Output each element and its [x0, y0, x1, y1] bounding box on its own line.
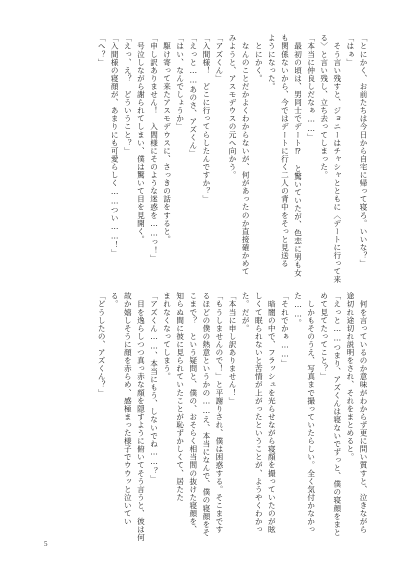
lower-line: 「えっと……つまり、アズくんは寝ないでずっと、僕の寝顔をまと	[332, 292, 342, 537]
lower-line: しかもそのうえ、写真まで撮っていたらしい。全く気付かなかっ	[306, 292, 316, 534]
lower-line: る。	[110, 292, 120, 309]
upper-line: ようになった。	[267, 34, 277, 91]
lower-line: こまで？ という疑問と、僕の、おそらく相当間の抜けた寝顔を、	[188, 292, 198, 534]
upper-line: 「えっ、え？ どういうこと？」	[123, 34, 133, 155]
upper-line: 「入間様！ どこに行ってらしたんですか？」	[201, 34, 211, 204]
lower-line: まれなくなってしまう。	[162, 292, 172, 381]
upper-line: なんのことだかよくわからないが、何があったのか直接確かめて	[241, 34, 251, 276]
lower-line: るほどの僕の熱意というかの……え、本当になんで、僕の寝顔をそ	[201, 292, 211, 537]
upper-line: 「アズくん」	[214, 34, 224, 83]
upper-line: 「入間様の寝顔が、あまりにも可愛らしく……つい……！」	[110, 34, 120, 257]
lower-line: めて見てたってこと？」	[319, 292, 329, 381]
text-block-lower	[34, 292, 370, 542]
upper-line: る〉と言い残し、立ち去ってしまった。	[319, 34, 329, 179]
lower-line: しくて眠られないと苦情が上がったということが、ようやくわかっ	[254, 292, 264, 534]
lower-line: 「どうしたの、アズくん？」	[97, 292, 107, 397]
upper-line: 「へ？」	[97, 34, 107, 67]
lower-line: 「もうしませんので！」と平謝りされ、僕は困惑する。そこまです	[214, 292, 224, 534]
lower-line: 暗闇の中で、フラッシュを光らせながら寝顔を撮っていたのが眩	[267, 292, 277, 534]
lower-line: た。だが。	[241, 292, 251, 333]
lower-line: 故か嬉しそうに顔を赤らめ、感極まった様子でウウッと泣いてい	[123, 292, 133, 526]
lower-line: 「アズくん……、本当にもう、しないでね……？」	[149, 292, 159, 483]
upper-line: 「申し訳ありません！ 入間様にそのような迷惑を……っ！」	[149, 34, 159, 263]
lower-line: た……。	[293, 292, 303, 327]
upper-line: 「本当に仲良しだなぁ……」	[306, 34, 316, 142]
lower-line: 「それでかぁ……」	[280, 292, 290, 368]
upper-line: 「とにかく、お前たちは今日から自宅に帰って寝ろ。いいな？」	[359, 34, 368, 268]
lower-line: 知らぬ間に彼に見られていたことが恥ずかしくて、居たた	[175, 292, 185, 502]
text-block-upper	[97, 34, 370, 284]
upper-line: 最初の頃は、男同士でデート⁉︎ と驚いていたが、色恋に男も女	[293, 34, 303, 277]
upper-line: みようと、アスモデウスの元へ向かう。	[228, 34, 238, 179]
upper-line: 「はぁ」	[345, 34, 355, 67]
lower-line: 目を逸らしつつ真っ赤な顔を隠すように俯いてそう言うと、彼は何	[136, 292, 146, 542]
upper-line: 駆け寄って来たアスモデウスに、さっきの話をすると。	[162, 34, 172, 244]
upper-line: 「はい、なんでしょうか」	[175, 34, 185, 131]
upper-line: とにかく。	[254, 34, 264, 83]
upper-line: 号泣しながら謝られてしまい、僕は驚いて目を見開く。	[136, 34, 146, 244]
lower-line: 「本当に申し訳ありません！」	[228, 292, 238, 405]
lower-line: 途切れ途切れ説明をされ、それをまとめると。	[345, 292, 355, 462]
page-number: 5	[44, 540, 48, 548]
upper-line: そう言い残すと、ジョニーはチャシャとともに〈デートに行って来	[332, 34, 342, 284]
lower-line: 何を言っているのか意味がわからず更に問い質すと、泣きながら	[359, 292, 368, 534]
upper-line: も関係ないから、今ではデートに行く二人の背中をそっと見送る	[280, 34, 290, 268]
upper-line: 「えっと……あのさ、アズくん」	[188, 34, 198, 158]
